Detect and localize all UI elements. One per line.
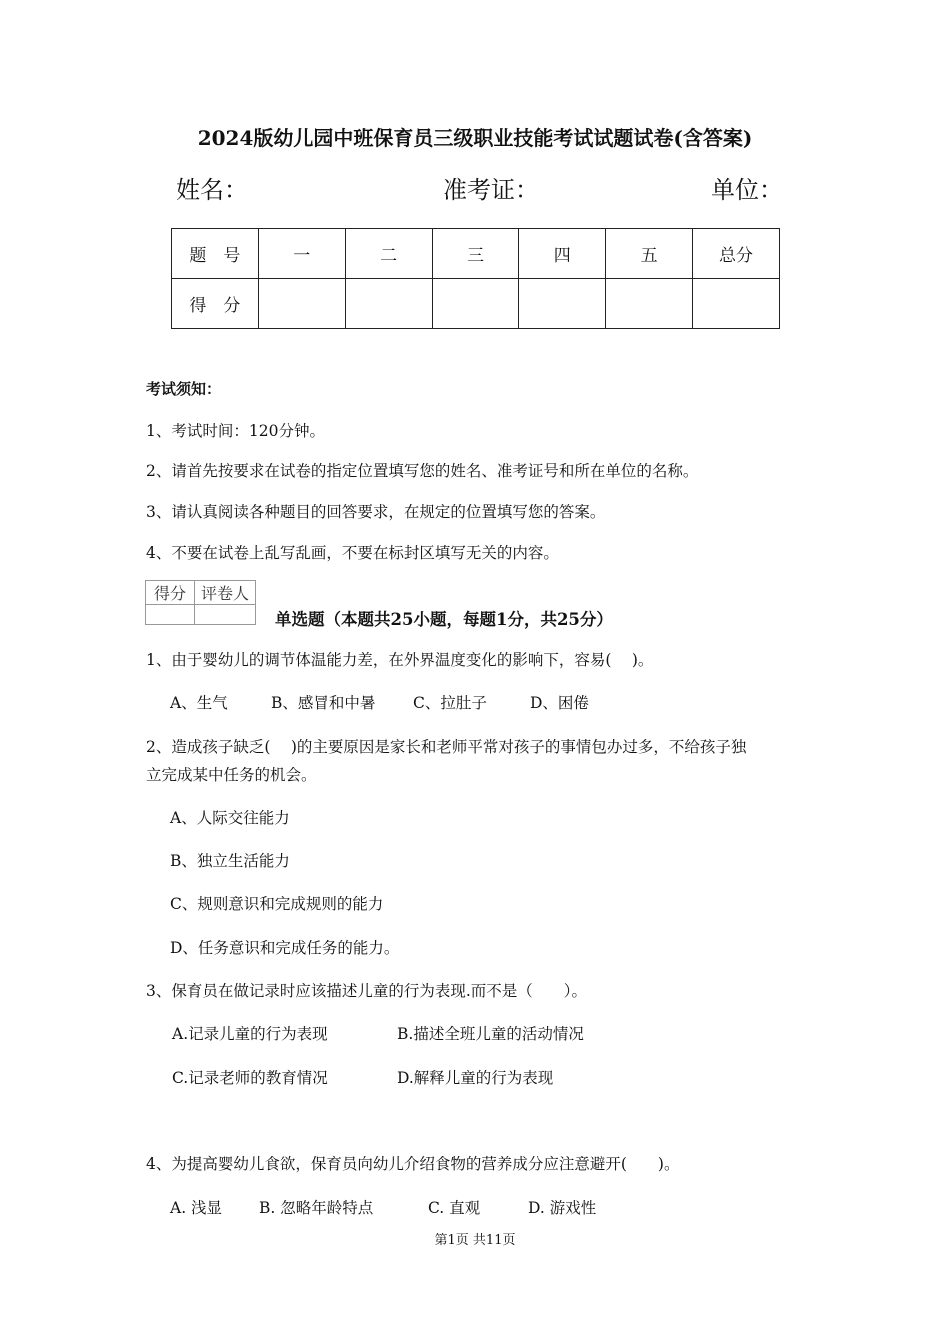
question-1-stem: 1、由于婴幼儿的调节体温能力差，在外界温度变化的影响下，容易( )。 bbox=[146, 651, 654, 669]
question-2-stem: 2、造成孩子缺乏( )的主要原因是家长和老师平常对孩子的事情包办过多，不给孩子独 bbox=[146, 738, 747, 756]
grader-box bbox=[145, 580, 256, 625]
question-2-stem-cont: 立完成某中任务的机会。 bbox=[146, 766, 317, 784]
question-2-option: D、任务意识和完成任务的能力。 bbox=[170, 939, 400, 957]
score-entry-cell[interactable] bbox=[345, 279, 432, 329]
notice-item: 4、不要在试卷上乱写乱画，不要在标封区填写无关的内容。 bbox=[146, 544, 559, 562]
score-table-cell: 三 bbox=[432, 229, 519, 279]
question-4-option: A. 浅显 bbox=[170, 1199, 223, 1217]
score-entry-cell[interactable] bbox=[432, 279, 519, 329]
question-4-option: D. 游戏性 bbox=[528, 1199, 597, 1217]
notice-item: 1、考试时间：120分钟。 bbox=[146, 422, 325, 440]
question-1-option: C、拉肚子 bbox=[413, 694, 487, 712]
notice-heading: 考试须知： bbox=[146, 380, 222, 398]
name-label: 姓名： bbox=[176, 176, 248, 204]
question-1-option: B、感冒和中暑 bbox=[271, 694, 376, 712]
notice-item: 2、请首先按要求在试卷的指定位置填写您的姓名、准考证号和所在单位的名称。 bbox=[146, 462, 699, 480]
section-title: 单选题（本题共25小题，每题1分，共25分） bbox=[275, 610, 613, 629]
score-table-cell: 四 bbox=[519, 229, 606, 279]
score-table bbox=[171, 228, 780, 329]
score-table-cell: 一 bbox=[258, 229, 345, 279]
score-entry-cell[interactable] bbox=[693, 279, 780, 329]
score-table-cell: 二 bbox=[345, 229, 432, 279]
notice-item: 3、请认真阅读各种题目的回答要求，在规定的位置填写您的答案。 bbox=[146, 503, 606, 521]
grader-name-cell[interactable] bbox=[195, 605, 256, 625]
exam-id-label: 准考证： bbox=[443, 176, 539, 204]
score-table-cell: 五 bbox=[606, 229, 693, 279]
grader-name-label: 评卷人 bbox=[195, 581, 256, 605]
question-2-option: A、人际交往能力 bbox=[170, 809, 290, 827]
score-entry-cell[interactable] bbox=[606, 279, 693, 329]
question-2-option: C、规则意识和完成规则的能力 bbox=[170, 895, 384, 913]
score-table-cell: 总分 bbox=[693, 229, 780, 279]
question-3-stem: 3、保育员在做记录时应该描述儿童的行为表现.而不是（ ）。 bbox=[146, 982, 588, 1000]
question-1-option: D、困倦 bbox=[530, 694, 589, 712]
question-2-option: B、独立生活能力 bbox=[170, 852, 290, 870]
question-3-option: B.描述全班儿童的活动情况 bbox=[397, 1025, 584, 1043]
score-entry-cell[interactable] bbox=[258, 279, 345, 329]
document-title: 2024版幼儿园中班保育员三级职业技能考试试题试卷(含答案) bbox=[197, 126, 753, 150]
grader-score-label: 得分 bbox=[146, 581, 195, 605]
question-3-option: A.记录儿童的行为表现 bbox=[172, 1025, 328, 1043]
score-table-cell: 题 号 bbox=[172, 229, 259, 279]
question-4-stem: 4、为提高婴幼儿食欲，保育员向幼儿介绍食物的营养成分应注意避开( )。 bbox=[146, 1155, 680, 1173]
question-3-option: C.记录老师的教育情况 bbox=[172, 1069, 328, 1087]
question-1-option: A、生气 bbox=[170, 694, 228, 712]
question-4-option: C. 直观 bbox=[428, 1199, 481, 1217]
question-4-option: B. 忽略年龄特点 bbox=[259, 1199, 374, 1217]
unit-label: 单位： bbox=[711, 176, 783, 204]
score-entry-cell[interactable] bbox=[519, 279, 606, 329]
score-table-header-row bbox=[172, 229, 780, 279]
grader-score-cell[interactable] bbox=[146, 605, 195, 625]
question-3-option: D.解释儿童的行为表现 bbox=[397, 1069, 554, 1087]
page-footer: 第1页 共11页 bbox=[434, 1233, 516, 1248]
score-table-score-row bbox=[172, 279, 780, 329]
score-row-label: 得 分 bbox=[172, 279, 259, 329]
